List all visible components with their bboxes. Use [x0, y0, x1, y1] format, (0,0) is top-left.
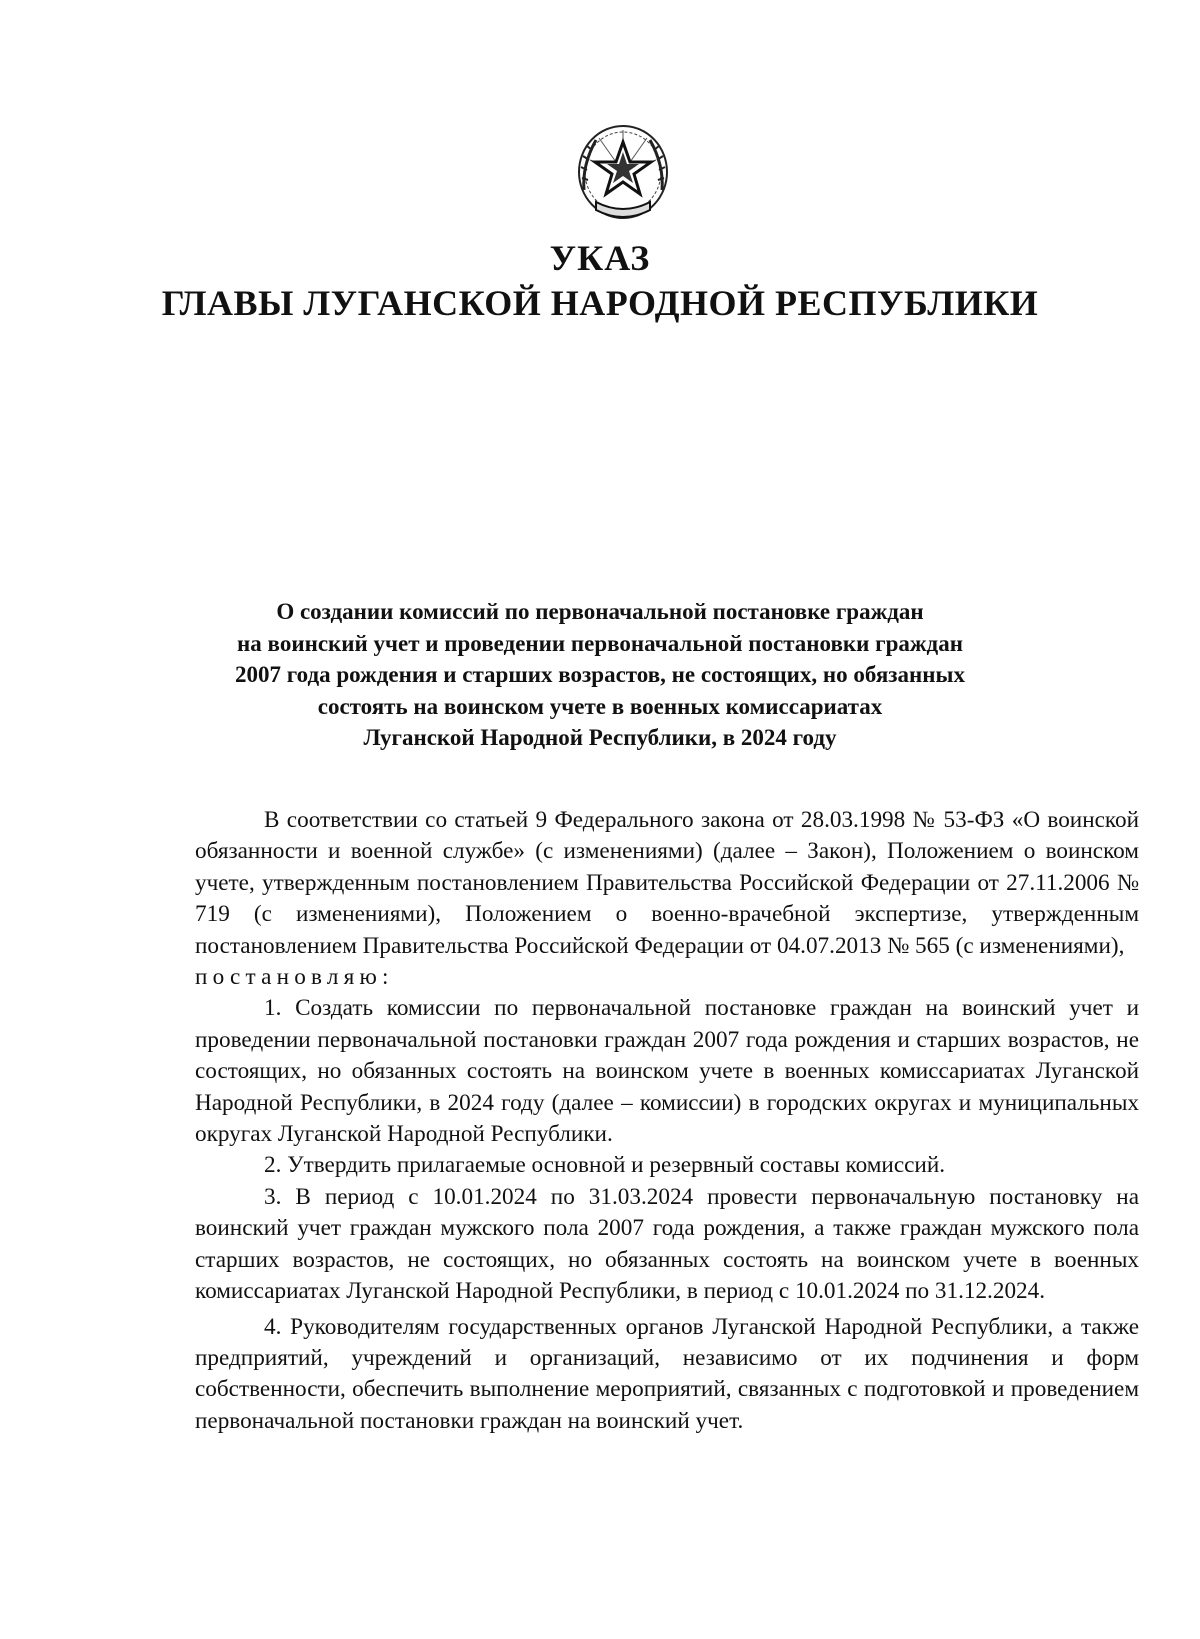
decree-title: УКАЗ [549, 238, 651, 278]
preamble-paragraph: В соответствии со статьей 9 Федерального закона от 28.03.1998 № 53-ФЗ «О воинской обязанности и военной службе» (с изменениями) (далее – Закон), Положением о воинском учете, утвержденным постановлением Правительства Российской Федерации от 27.11.2006 № 719 (с изменениями), Положением о военно-врачебной экспертизе, утвержденным постановлением Правительства Российской Федерации от 04.07.2013 № 565 (с изменениями), [195, 807, 1139, 959]
subject-line: Луганской Народной Республики, в 2024 году [363, 725, 837, 750]
subject-line: 2007 года рождения и старших возрастов, не состоящих, но обязанных [234, 662, 965, 687]
point-3: 3. В период с 10.01.2024 по 31.03.2024 провести первоначальную постановку на воинский учет граждан мужского пола 2007 года рождения, а также граждан мужского пола старших возрастов, не состоящих, но обязанных состоять на воинском учете в военных комиссариатах Луганской Народной Республики, в период с 10.01.2024 по 31.12.2024. [195, 1183, 1139, 1305]
point-1: 1. Создать комиссии по первоначальной постановке граждан на воинский учет и проведении первоначальной постановки граждан 2007 года рождения и старших возрастов, не состоящих, но обязанных состоять на воинском учете в военных комиссариатах Луганской Народной Республики, в 2024 году (далее – комиссии) в городских округах и муниципальных округах Луганской Народной Республики. [195, 995, 1139, 1148]
subject-line: на воинский учет и проведении первоначальной постановки граждан [237, 630, 963, 656]
point-4: 4. Руководителям государственных органов Луганской Народной Республики, а также предприятий, учреждений и организаций, независимо от их подчинения и форм собственности, обеспечить выполнение мероприятий, связанных с подготовкой и проведением первоначальной постановки граждан на воинский учет. [195, 1313, 1139, 1434]
resolve-word: постановляю: [195, 964, 394, 991]
subject-line: состоять на воинском учете в военных комиссариатах [317, 693, 883, 719]
decree-body [195, 805, 1139, 1437]
decree-subject [200, 596, 1000, 754]
coat-of-arms-icon [574, 120, 672, 224]
subject-line: О создании комиссий по первоначальной постановке граждан [276, 599, 924, 624]
decree-issuer: ГЛАВЫ ЛУГАНСКОЙ НАРОДНОЙ РЕСПУБЛИКИ [161, 283, 1039, 323]
point-2: 2. Утвердить прилагаемые основной и резервный составы комиссий. [264, 1152, 946, 1179]
